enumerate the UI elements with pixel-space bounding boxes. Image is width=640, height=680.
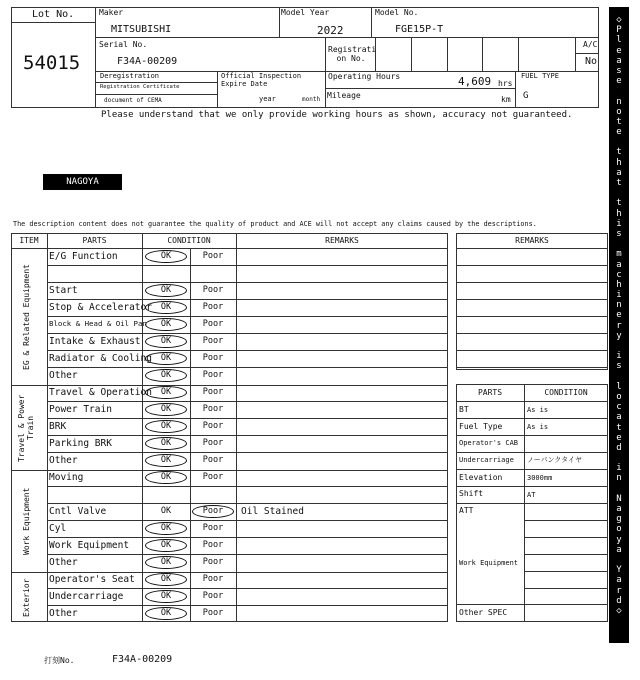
col-header-parts: PARTS	[82, 236, 107, 245]
sidebar-glyph: e	[616, 76, 622, 87]
condition-poor: Poor	[202, 557, 224, 567]
shift-label: Shift	[459, 489, 484, 498]
row-divider	[47, 299, 448, 300]
bt-label: BT	[459, 405, 469, 414]
part-name: Start	[49, 285, 78, 296]
hrs-unit: hrs	[498, 79, 513, 88]
yard-notice-text	[609, 15, 629, 616]
sidebar-glyph	[609, 372, 629, 382]
condition-ok: OK	[160, 591, 172, 601]
lot-number: 54015	[23, 52, 81, 74]
remark-line	[456, 350, 608, 351]
condition-poor: Poor	[202, 574, 224, 584]
remark-line	[456, 299, 608, 300]
selected-condition-circle	[145, 556, 187, 569]
selected-condition-circle	[145, 471, 187, 484]
part-name: Work Equipment	[49, 540, 130, 551]
footer-label: 打刻No.	[44, 656, 75, 665]
selected-condition-circle	[145, 573, 187, 586]
cema-label: document of CEMA	[104, 97, 162, 104]
sidebar-glyph	[609, 484, 629, 494]
part-name: Stop & Accelerator	[49, 302, 152, 313]
sidebar-glyph: P	[616, 25, 622, 36]
row-divider	[47, 367, 448, 368]
sidebar-glyph: ◇	[616, 15, 622, 25]
sidebar-glyph: n	[616, 300, 622, 311]
footer-value: F34A-00209	[112, 654, 173, 665]
selected-condition-circle	[145, 318, 187, 331]
sidebar-glyph: o	[616, 391, 622, 402]
yard-notice-sidebar	[609, 7, 629, 643]
registration-label	[328, 45, 377, 64]
remark-line	[456, 333, 608, 334]
remark-line	[456, 265, 608, 266]
sidebar-glyph: d	[616, 442, 622, 453]
selected-condition-circle	[145, 454, 187, 467]
group-exterior: Exterior	[22, 578, 31, 617]
condition-ok: OK	[160, 319, 172, 329]
sidebar-glyph: a	[616, 412, 622, 423]
condition-ok: OK	[160, 523, 172, 533]
row-divider	[47, 452, 448, 453]
remark-line	[456, 282, 608, 283]
selected-condition-circle	[145, 352, 187, 365]
condition-poor: Poor	[202, 302, 224, 312]
sidebar-glyph	[609, 86, 629, 96]
row-divider	[47, 401, 448, 402]
condition-poor: Poor	[202, 370, 224, 380]
sidebar-glyph: c	[616, 402, 622, 413]
sidebar-glyph: o	[616, 106, 622, 117]
condition-poor: Poor	[202, 421, 224, 431]
part-name: Cyl	[49, 523, 67, 534]
sidebar-glyph: t	[616, 178, 622, 188]
right-parts-header: PARTS	[477, 388, 503, 397]
elevation-value: 3000mm	[527, 474, 553, 482]
condition-ok: OK	[160, 370, 172, 380]
work-equipment-label: Work Equipment	[459, 559, 519, 567]
sidebar-glyph: g	[616, 514, 622, 525]
sidebar-glyph: s	[616, 65, 622, 76]
sidebar-glyph: a	[616, 167, 622, 178]
sidebar-glyph: m	[616, 249, 622, 260]
selected-condition-circle	[145, 369, 187, 382]
sidebar-glyph: n	[616, 473, 622, 484]
sidebar-glyph: h	[616, 208, 622, 219]
sidebar-glyph: t	[616, 116, 622, 127]
km-unit: km	[501, 95, 511, 104]
month-label: month	[302, 96, 321, 103]
reg-cert-label: Registration Certificate	[100, 84, 180, 90]
condition-ok: OK	[160, 251, 172, 261]
inspection-label	[221, 73, 321, 88]
condition-poor: Poor	[202, 251, 224, 261]
condition-poor: Poor	[202, 353, 224, 363]
right-condition-header: CONDITION	[544, 388, 588, 397]
group-work: Work Equipment	[22, 487, 31, 556]
condition-ok: OK	[160, 404, 172, 414]
model-year-value: 2022	[317, 24, 344, 37]
part-name: Undercarriage	[49, 591, 124, 602]
location-badge-text: NAGOYA	[66, 177, 99, 187]
serial-label: Serial No.	[99, 40, 148, 49]
sidebar-glyph: t	[616, 147, 622, 158]
lot-label: Lot No.	[32, 9, 75, 20]
dereg-label: Deregistration	[100, 72, 160, 80]
condition-ok: OK	[160, 506, 172, 516]
att-label: ATT	[459, 506, 474, 515]
selected-condition-circle	[145, 607, 187, 620]
shift-value: AT	[527, 491, 536, 499]
part-name: Cntl Valve	[49, 506, 107, 517]
sidebar-glyph: a	[616, 259, 622, 270]
condition-poor: Poor	[202, 404, 224, 414]
sidebar-glyph: e	[616, 127, 622, 138]
sidebar-glyph: l	[616, 381, 622, 392]
row-divider	[47, 265, 448, 266]
condition-ok: OK	[160, 574, 172, 584]
group-travel	[18, 387, 36, 469]
sidebar-glyph: n	[616, 96, 622, 107]
sidebar-glyph: h	[616, 279, 622, 290]
row-divider	[47, 503, 448, 504]
condition-ok: OK	[160, 472, 172, 482]
sidebar-glyph: c	[616, 269, 622, 280]
selected-condition-circle	[145, 403, 187, 416]
condition-poor: Poor	[202, 540, 224, 550]
fuel-type-label: FUEL TYPE	[521, 72, 559, 80]
part-name: Radiator & Cooling	[49, 353, 152, 364]
row-divider	[47, 350, 448, 351]
condition-poor: Poor	[202, 506, 224, 516]
sidebar-glyph: i	[616, 351, 622, 362]
sidebar-glyph: Y	[616, 565, 622, 576]
condition-poor: Poor	[202, 455, 224, 465]
sidebar-glyph	[609, 453, 629, 463]
year-label: year	[259, 95, 276, 103]
selected-condition-circle	[145, 420, 187, 433]
part-name: BRK	[49, 421, 67, 432]
selected-condition-circle	[145, 437, 187, 450]
row-divider	[47, 418, 448, 419]
part-name: Power Train	[49, 404, 112, 415]
sidebar-glyph: a	[616, 504, 622, 514]
condition-poor: Poor	[202, 319, 224, 329]
row-divider	[47, 435, 448, 436]
sidebar-glyph: o	[616, 524, 622, 535]
bt-value: As is	[527, 406, 549, 414]
selected-condition-circle	[145, 522, 187, 535]
group-eg: EG & Related Equipment	[22, 264, 31, 370]
undercarriage-value: ノーパンクタイヤ	[527, 456, 583, 464]
sidebar-glyph: e	[616, 310, 622, 321]
part-name: Other	[49, 455, 78, 466]
condition-ok: OK	[160, 540, 172, 550]
selected-condition-circle	[145, 301, 187, 314]
fuel-type-value: G	[523, 91, 529, 101]
part-name: Block & Head & Oil Pan	[49, 319, 147, 328]
model-no-label: Model No.	[375, 8, 419, 17]
condition-poor: Poor	[202, 591, 224, 601]
registration-label-text: Registrati on No.	[328, 45, 377, 64]
condition-ok: OK	[160, 353, 172, 363]
condition-poor: Poor	[202, 285, 224, 295]
selected-condition-circle	[145, 539, 187, 552]
disclaimer: The description content does not guarantee the quality of product and ACE will not accept any claims caused by the descriptions.	[13, 220, 537, 228]
sidebar-glyph: y	[616, 534, 622, 545]
remark-line	[456, 367, 608, 368]
part-name: Parking BRK	[49, 438, 112, 449]
sidebar-glyph: h	[616, 157, 622, 168]
maker-label: Maker	[99, 8, 124, 17]
op-hours-label: Operating Hours	[328, 72, 401, 81]
group-travel-line2: Train	[25, 415, 35, 441]
selected-condition-circle	[145, 386, 187, 399]
sidebar-glyph	[609, 341, 629, 351]
condition-ok: OK	[160, 557, 172, 567]
group-travel-line1: Travel & Power	[17, 394, 26, 462]
row-divider	[47, 537, 448, 538]
selected-condition-circle	[192, 505, 234, 518]
selected-condition-circle	[145, 250, 187, 263]
row-divider	[47, 554, 448, 555]
part-name: Travel & Operation	[49, 387, 152, 398]
selected-condition-circle	[145, 590, 187, 603]
sidebar-glyph	[609, 137, 629, 147]
part-name: Moving	[49, 472, 84, 483]
row-divider	[47, 282, 448, 283]
part-name: Operator's Seat	[49, 574, 135, 585]
mileage-label: Mileage	[327, 91, 361, 100]
undercarriage-label: Undercarriage	[459, 456, 514, 464]
selected-condition-circle	[145, 335, 187, 348]
sidebar-glyph: r	[616, 320, 622, 331]
row-divider	[47, 605, 448, 606]
remark-text: Oil Stained	[241, 506, 304, 517]
condition-ok: OK	[160, 438, 172, 448]
row-divider	[47, 486, 448, 487]
sidebar-glyph: a	[616, 55, 622, 66]
sidebar-glyph: N	[616, 493, 622, 504]
sidebar-glyph: ◇	[616, 605, 622, 616]
sidebar-glyph: t	[616, 198, 622, 209]
sidebar-glyph	[609, 555, 629, 565]
elevation-label: Elevation	[459, 473, 503, 482]
condition-poor: Poor	[202, 336, 224, 346]
sidebar-glyph: t	[616, 422, 622, 433]
op-hours-value: 4,609	[458, 75, 492, 88]
sidebar-glyph: s	[616, 228, 622, 239]
condition-poor: Poor	[202, 608, 224, 618]
ac-label: A/C	[583, 40, 598, 49]
sidebar-glyph: e	[616, 432, 622, 443]
sidebar-glyph: r	[616, 585, 622, 596]
sidebar-glyph: a	[616, 544, 622, 555]
part-name: Other	[49, 557, 78, 568]
fuel-value: As is	[527, 423, 549, 431]
col-header-item: ITEM	[19, 236, 39, 245]
part-name: Intake & Exhaust	[49, 336, 141, 347]
part-name: Other	[49, 370, 78, 381]
fuel-label: Fuel Type	[459, 422, 503, 431]
model-no-value: FGE15P-T	[395, 24, 444, 35]
part-name: Other	[49, 608, 78, 619]
condition-poor: Poor	[202, 523, 224, 533]
sidebar-glyph	[609, 188, 629, 198]
condition-poor: Poor	[202, 438, 224, 448]
selected-condition-circle	[145, 284, 187, 297]
col-header-remarks: REMARKS	[325, 236, 359, 245]
condition-poor: Poor	[202, 472, 224, 482]
sidebar-glyph: a	[616, 575, 622, 586]
ac-value: No	[585, 56, 598, 67]
sidebar-glyph: i	[616, 290, 622, 301]
sidebar-glyph	[609, 239, 629, 249]
row-divider	[47, 588, 448, 589]
serial-value: F34A-00209	[117, 56, 178, 67]
sidebar-glyph: s	[616, 361, 622, 372]
sidebar-glyph: i	[616, 463, 622, 474]
cab-label: Operator's CAB	[459, 439, 519, 447]
condition-ok: OK	[160, 302, 172, 312]
condition-poor: Poor	[202, 387, 224, 397]
inspection-label-text: Official Inspection Expire Date	[221, 72, 302, 88]
condition-ok: OK	[160, 608, 172, 618]
condition-ok: OK	[160, 285, 172, 295]
maker-value: MITSUBISHI	[111, 24, 172, 35]
condition-ok: OK	[160, 421, 172, 431]
row-divider	[47, 520, 448, 521]
hours-note: Please understand that we only provide working hours as shown, accuracy not guaranteed.	[101, 110, 573, 120]
remark-line	[456, 316, 608, 317]
sidebar-glyph: e	[616, 45, 622, 56]
col-header-condition: CONDITION	[167, 236, 211, 245]
part-name: E/G Function	[49, 251, 118, 262]
model-year-label: Model Year	[281, 8, 330, 17]
condition-ok: OK	[160, 455, 172, 465]
condition-ok: OK	[160, 336, 172, 346]
row-divider	[47, 333, 448, 334]
sidebar-glyph: d	[616, 595, 622, 606]
right-remarks-header: REMARKS	[515, 236, 549, 245]
sidebar-glyph: l	[616, 35, 622, 46]
row-divider	[47, 316, 448, 317]
sidebar-glyph: y	[616, 330, 622, 341]
sidebar-glyph: i	[616, 218, 622, 229]
other-spec-label: Other SPEC	[459, 608, 508, 617]
condition-ok: OK	[160, 387, 172, 397]
